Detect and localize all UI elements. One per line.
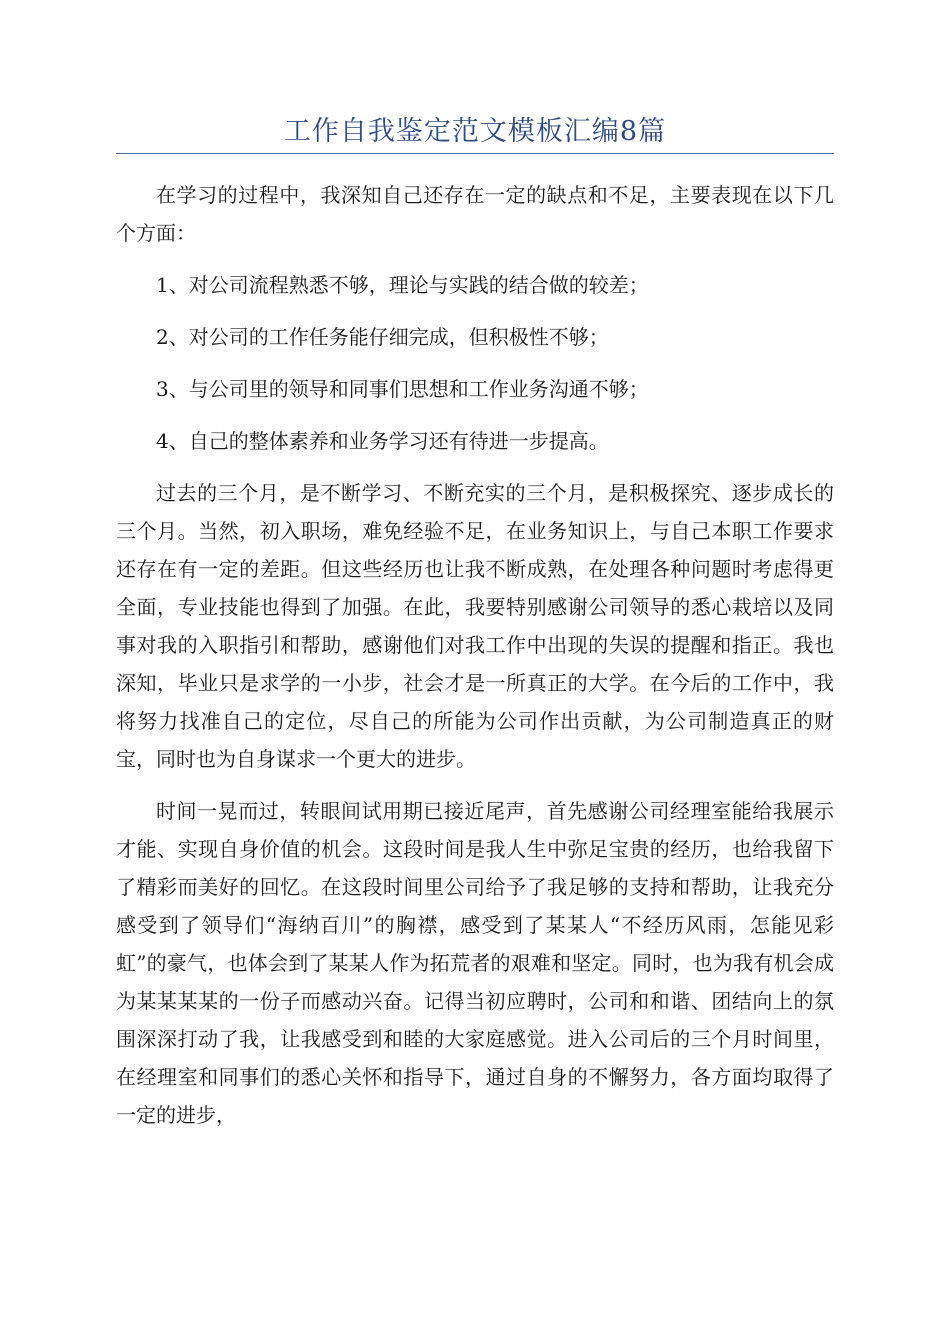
paragraph-gratitude: 时间一晃而过，转眼间试用期已接近尾声，首先感谢公司经理室能给我展示才能、实现自身价值的机会。这段时间是我人生中弥足宝贵的经历，也给我留下了精彩而美好的回忆。在这段时间里公司给予了我足够的支持和帮助，让我充分感受到了领导们“海纳百川”的胸襟，感受到了某某人“不经历风雨，怎能见彩虹”的豪气，也体会到了某某人作为拓荒者的艰难和坚定。同时，也为我有机会成为某某某某的一份子而感动兴奋。记得当初应聘时，公司和和谐、团结向上的氛围深深打动了我，让我感受到和睦的大家庭感觉。进入公司后的三个月时间里，在经理室和同事们的悉心关怀和指导下，通过自身的不懈努力，各方面均取得了一定的进步， — [116, 799, 834, 1127]
list-item: 2、对公司的工作任务能仔细完成，但积极性不够； — [156, 325, 609, 349]
paragraph-reflection: 过去的三个月，是不断学习、不断充实的三个月，是积极探究、逐步成长的三个月。当然，初入职场，难免经验不足，在业务知识上，与自己本职工作要求还存在有一定的差距。但这些经历也让我不断成熟，在处理各种问题时考虑得更全面，专业技能也得到了加强。在此，我要特别感谢公司领导的悉心栽培以及同事对我的入职指引和帮助，感谢他们对我工作中出现的失误的提醒和指正。我也深知，毕业只是求学的一小步，社会才是一所真正的大学。在今后的工作中，我将努力找准自己的定位，尽自己的所能为公司作出贡献，为公司制造真正的财宝，同时也为自身谋求一个更大的进步。 — [116, 481, 834, 771]
list-item: 4、自己的整体素养和业务学习还有待进一步提高。 — [156, 429, 609, 453]
document-title: 工作自我鉴定范文模板汇编8篇 — [283, 116, 667, 147]
title-underline — [116, 153, 834, 154]
list-item: 3、与公司里的领导和同事们思想和工作业务沟通不够； — [156, 377, 649, 401]
document-body — [116, 176, 834, 1134]
paragraph-intro: 在学习的过程中，我深知自己还存在一定的缺点和不足，主要表现在以下几个方面： — [116, 183, 834, 245]
list-item: 1、对公司流程熟悉不够，理论与实践的结合做的较差； — [156, 273, 649, 297]
